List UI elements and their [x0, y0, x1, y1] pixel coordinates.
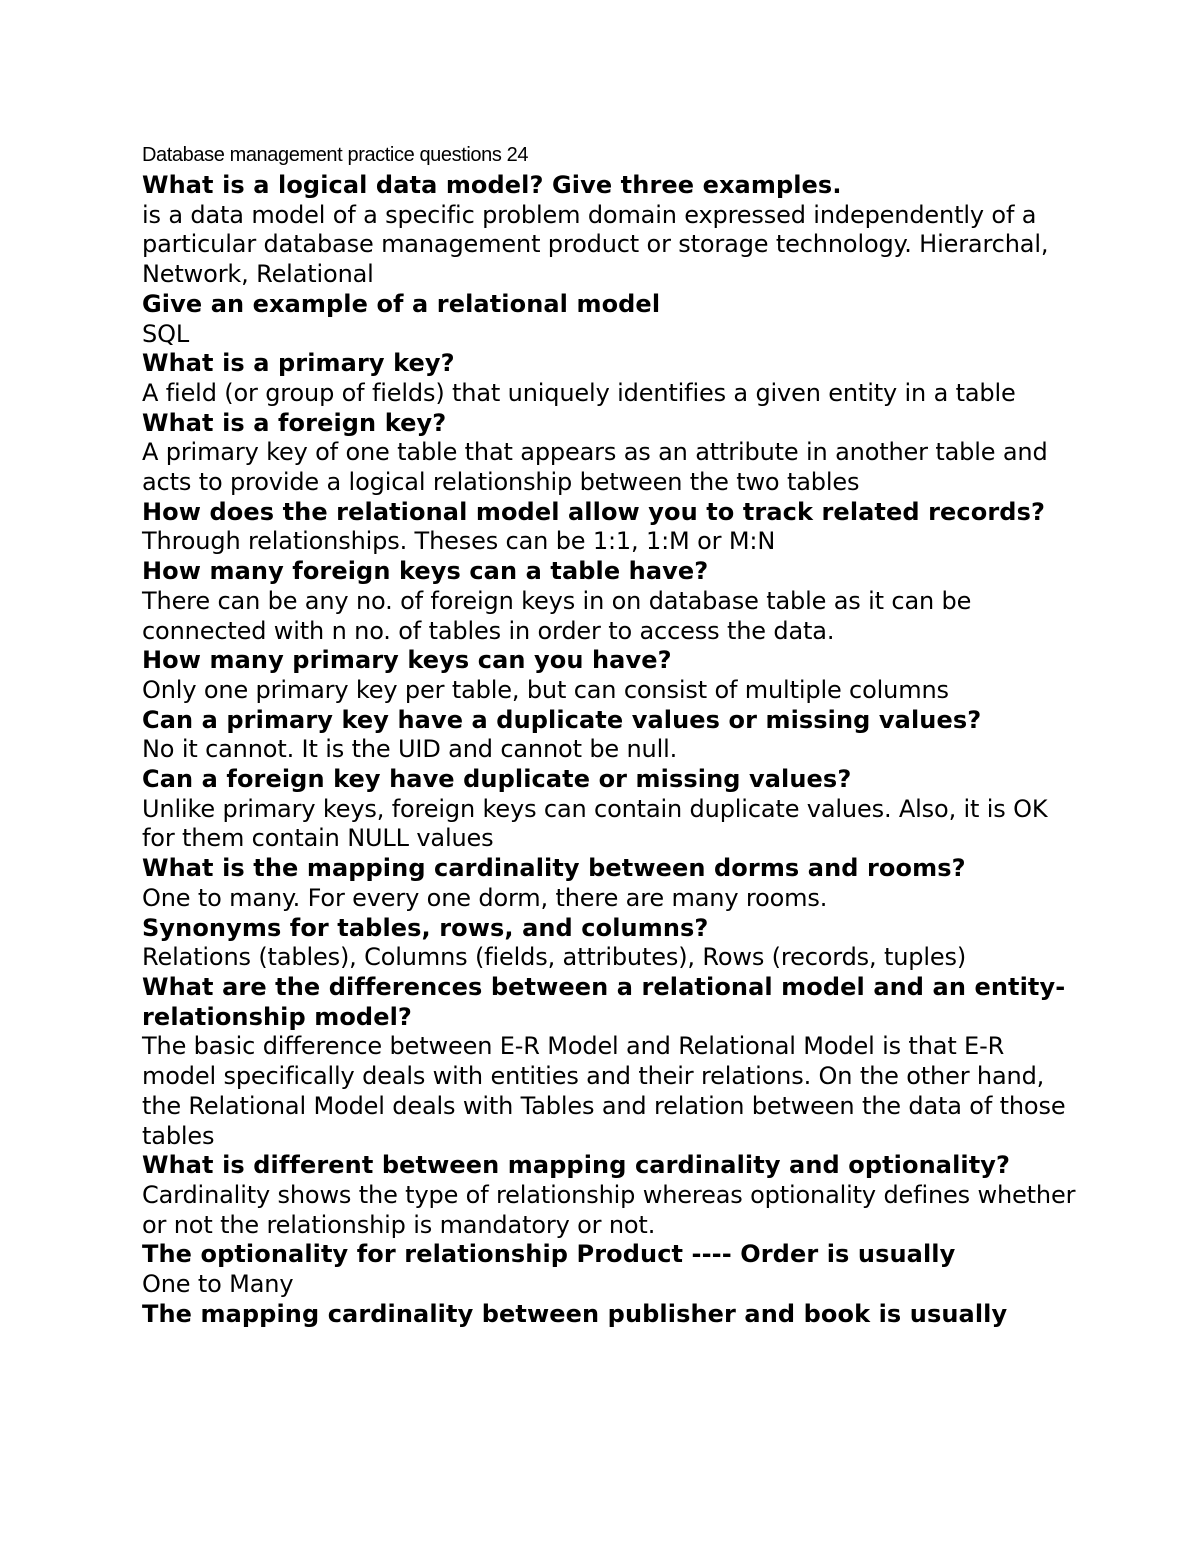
answer-text: Through relationships. Theses can be 1:1, 1:M or M:N	[142, 527, 776, 556]
answer-text: SQL	[142, 319, 190, 348]
answer-text: There can be any no. of foreign keys in on database table as it can be connected with n no. of tables in order to access the data.	[142, 586, 972, 645]
question-text: What is a foreign key?	[142, 408, 447, 437]
qa-item	[142, 973, 1077, 1151]
answer-text: Only one primary key per table, but can consist of multiple columns	[142, 675, 949, 704]
question-text: How many primary keys can you have?	[142, 646, 672, 675]
question-text: Can a foreign key have duplicate or missing values?	[142, 765, 852, 794]
qa-item	[142, 914, 1077, 973]
qa-item	[142, 409, 1077, 498]
qa-item	[142, 765, 1077, 854]
document-page	[142, 141, 1077, 1329]
question-text: The mapping cardinality between publisher and book is usually	[142, 1299, 1008, 1328]
answer-text: Cardinality shows the type of relationship whereas optionality defines whether or not the relationship is mandatory or not.	[142, 1180, 1076, 1239]
question-text: What are the differences between a relational model and an entity-relationship model?	[142, 972, 1066, 1031]
answer-text: A field (or group of fields) that uniquely identifies a given entity in a table	[142, 378, 1016, 407]
qa-item	[142, 854, 1077, 913]
answer-text: No it cannot. It is the UID and cannot be null.	[142, 735, 678, 764]
qa-item	[142, 498, 1077, 557]
question-text: What is a logical data model? Give three examples.	[142, 171, 842, 199]
question-text: The optionality for relationship Product ---- Order is usually	[142, 1240, 956, 1269]
question-text: Give an example of a relational model	[142, 289, 661, 318]
answer-text: Unlike primary keys, foreign keys can contain duplicate values. Also, it is OK for them contain NULL values	[142, 794, 1048, 853]
answer-text: A primary key of one table that appears as an attribute in another table and acts to provide a logical relationship between the two tables	[142, 438, 1048, 497]
qa-item	[142, 349, 1077, 408]
answer-text: is a data model of a specific problem domain expressed independently of a particular database management product or storage technology. Hierarchal, Network, Relational	[142, 200, 1049, 289]
qa-item	[142, 171, 1077, 290]
qa-item	[142, 1240, 1077, 1299]
question-text: What is a primary key?	[142, 349, 455, 378]
document-title: Database management practice questions 24	[142, 144, 529, 166]
question-text: Synonyms for tables, rows, and columns?	[142, 913, 709, 942]
qa-item	[142, 646, 1077, 705]
answer-text: The basic difference between E-R Model and Relational Model is that E-R model specifically deals with entities and their relations. On the other hand, the Relational Model deals with Tables and relation between the data of those tables	[142, 1032, 1066, 1150]
question-text: How does the relational model allow you to track related records?	[142, 497, 1045, 526]
answer-text: One to many. For every one dorm, there are many rooms.	[142, 883, 828, 912]
qa-item	[142, 706, 1077, 765]
qa-item	[142, 1300, 1077, 1330]
question-text: How many foreign keys can a table have?	[142, 557, 709, 586]
question-text: What is different between mapping cardinality and optionality?	[142, 1151, 1011, 1180]
qa-item	[142, 1151, 1077, 1240]
answer-text: One to Many	[142, 1270, 294, 1299]
question-text: What is the mapping cardinality between dorms and rooms?	[142, 854, 966, 883]
answer-text: Relations (tables), Columns (fields, attributes), Rows (records, tuples)	[142, 943, 967, 972]
question-text: Can a primary key have a duplicate values or missing values?	[142, 705, 982, 734]
qa-item	[142, 557, 1077, 646]
qa-item	[142, 290, 1077, 349]
